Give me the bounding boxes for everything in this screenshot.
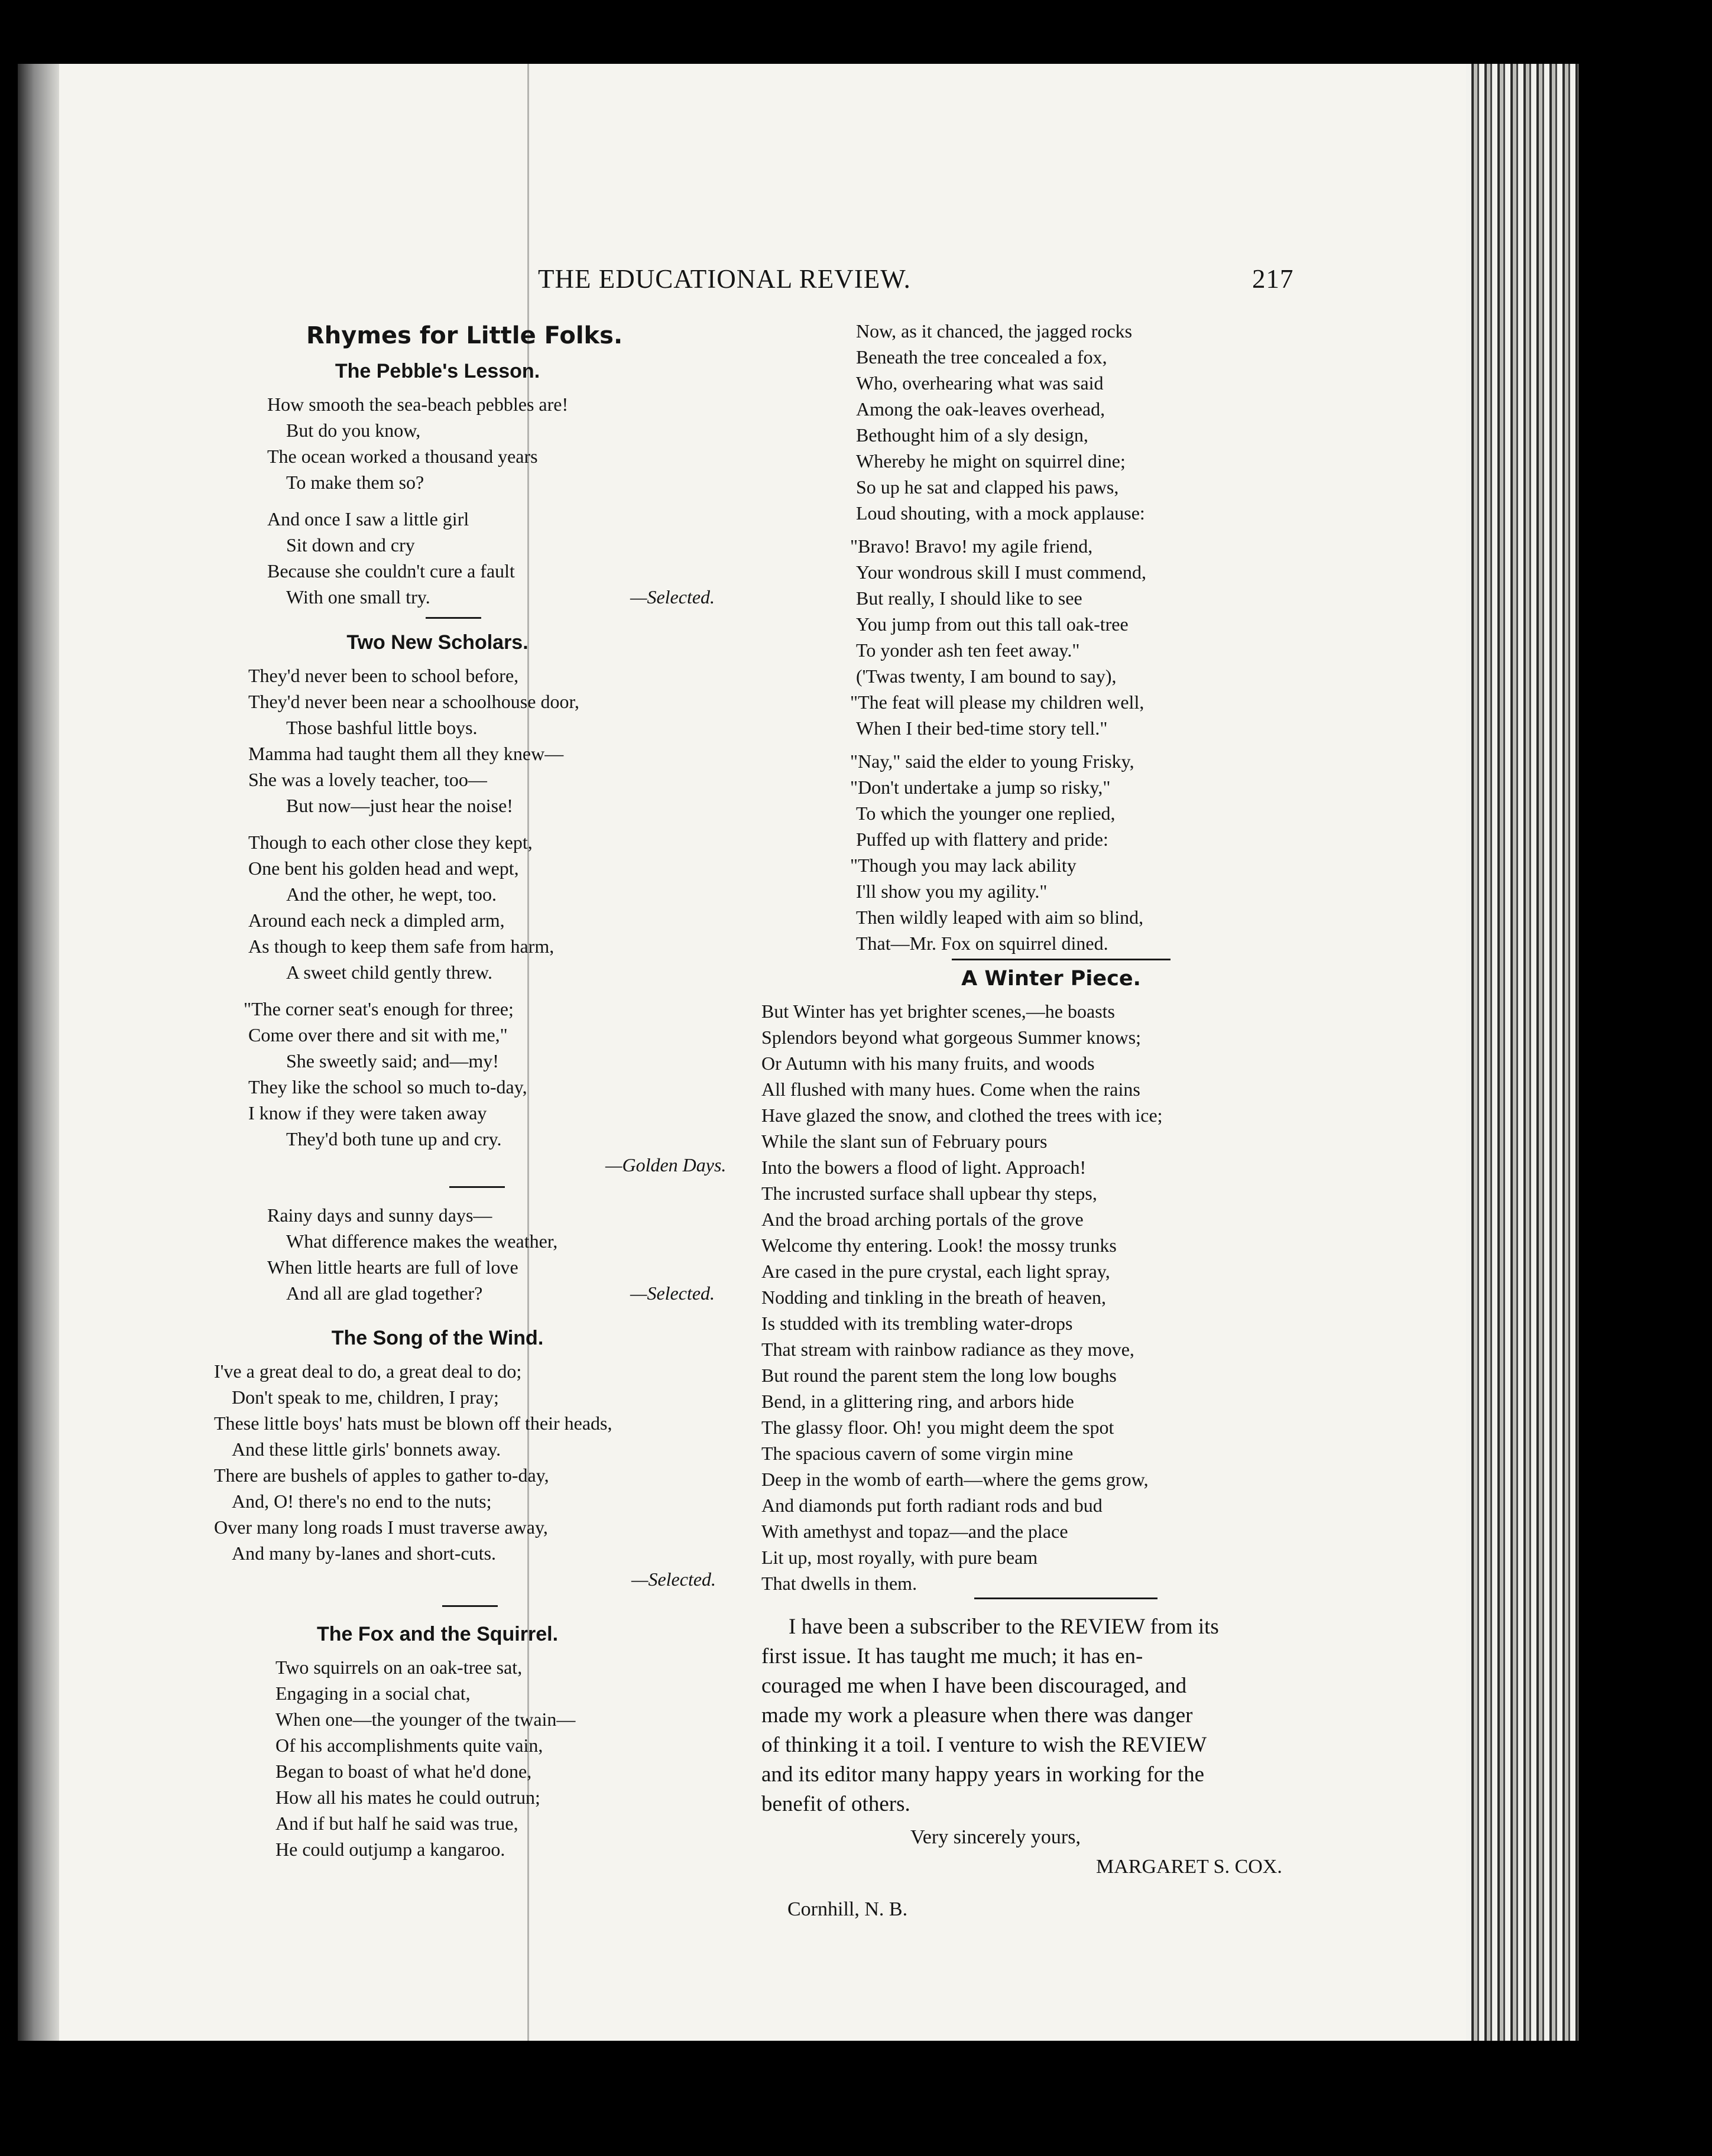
- section-divider: [952, 959, 1170, 960]
- poem-line: But now—just hear the noise!: [286, 795, 513, 816]
- poem-line: Then wildly leaped with aim so blind,: [856, 907, 1144, 928]
- poem-line: Over many long roads I must traverse away,: [214, 1517, 548, 1538]
- poem-line: And if but half he said was true,: [275, 1813, 518, 1834]
- poem-line: Around each neck a dimpled arm,: [248, 910, 505, 931]
- poem-line: I'll show you my agility.": [856, 881, 1048, 902]
- poem-line: A sweet child gently threw.: [286, 962, 492, 983]
- poem-line: How smooth the sea-beach pebbles are!: [267, 394, 569, 415]
- poem-line: But really, I should like to see: [856, 587, 1082, 609]
- poem-line: Nodding and tinkling in the breath of heaven,: [761, 1287, 1106, 1308]
- section-title: Rhymes for Little Folks.: [306, 322, 623, 349]
- poem-title-winter: A Winter Piece.: [961, 967, 1141, 991]
- poem-line: With amethyst and topaz—and the place: [761, 1521, 1068, 1542]
- poem-line: One bent his golden head and wept,: [248, 858, 519, 879]
- letter-closing: Very sincerely yours,: [910, 1826, 1081, 1848]
- right-column: [761, 318, 1344, 1924]
- poem-line: And the other, he wept, too.: [286, 884, 497, 905]
- poem-line: "The feat will please my children well,: [850, 691, 1144, 713]
- poem-line: He could outjump a kangaroo.: [275, 1839, 505, 1860]
- poem-line: Rainy days and sunny days—: [267, 1204, 492, 1226]
- poem-line: Of his accomplishments quite vain,: [275, 1735, 543, 1756]
- poem-line: That dwells in them.: [761, 1573, 917, 1594]
- poem-credit: —Golden Days.: [605, 1154, 727, 1176]
- poem-title-fox: The Fox and the Squirrel.: [316, 1623, 559, 1645]
- poem-line: As though to keep them safe from harm,: [248, 936, 555, 957]
- poem-line: Splendors beyond what gorgeous Summer knows;: [761, 1027, 1142, 1048]
- poem-line: These little boys' hats must be blown off their heads,: [214, 1413, 612, 1434]
- section-divider: [442, 1605, 498, 1607]
- poem-line: Or Autumn with his many fruits, and woods: [761, 1053, 1095, 1074]
- poem-line: Began to boast of what he'd done,: [275, 1761, 532, 1782]
- poem-line: And all are glad together?: [286, 1282, 483, 1304]
- poem-line: To yonder ash ten feet away.": [856, 639, 1080, 661]
- poem-line: And many by-lanes and short-cuts.: [232, 1543, 497, 1564]
- poem-line: To which the younger one replied,: [856, 803, 1116, 824]
- poem-line: Lit up, most royally, with pure beam: [761, 1547, 1038, 1568]
- section-divider: [449, 1186, 505, 1188]
- poem-title-scholars: Two New Scholars.: [346, 631, 528, 654]
- poem-line: Those bashful little boys.: [286, 717, 478, 738]
- poem-line: And once I saw a little girl: [267, 508, 469, 530]
- poem-title-pebble: The Pebble's Lesson.: [335, 360, 540, 382]
- poem-line: That stream with rainbow radiance as they move,: [761, 1339, 1134, 1360]
- poem-line: "Though you may lack ability: [850, 855, 1077, 876]
- letter-place: Cornhill, N. B.: [787, 1898, 908, 1920]
- poem-credit: —Selected.: [630, 1282, 715, 1304]
- poem-line: Loud shouting, with a mock applause:: [856, 502, 1145, 524]
- poem-line: That—Mr. Fox on squirrel dined.: [856, 933, 1108, 954]
- poem-line: What difference makes the weather,: [286, 1230, 558, 1252]
- poem-line: And the broad arching portals of the grove: [761, 1209, 1084, 1230]
- letter-line: couraged me when I have been discouraged, and: [761, 1674, 1187, 1698]
- left-column: [195, 317, 727, 1862]
- letter-line: made my work a pleasure when there was danger: [761, 1703, 1193, 1728]
- poem-line: When I their bed-time story tell.": [856, 717, 1108, 739]
- poem-line: With one small try.: [286, 586, 430, 608]
- poem-line: But do you know,: [286, 420, 421, 441]
- poem-line: Into the bowers a flood of light. Approach!: [761, 1157, 1087, 1178]
- poem-credit: —Selected.: [630, 586, 715, 608]
- poem-line: Are cased in the pure crystal, each light spray,: [761, 1261, 1110, 1282]
- poem-line: The ocean worked a thousand years: [267, 446, 538, 467]
- poem-line: Two squirrels on an oak-tree sat,: [275, 1657, 523, 1678]
- letter-line: and its editor many happy years in working for the: [761, 1762, 1205, 1787]
- letter-line: I have been a subscriber to the REVIEW from its: [789, 1615, 1219, 1639]
- poem-line: You jump from out this tall oak-tree: [856, 613, 1129, 635]
- poem-line: While the slant sun of February pours: [761, 1131, 1048, 1152]
- letter-line: benefit of others.: [761, 1792, 910, 1816]
- poem-line: Bethought him of a sly design,: [856, 424, 1088, 446]
- page-number: 217: [1252, 264, 1294, 294]
- poem-line: The glassy floor. Oh! you might deem the spot: [761, 1417, 1114, 1438]
- section-divider: [974, 1597, 1157, 1599]
- poem-fox-part-one: [195, 1654, 727, 1862]
- poem-line: Now, as it chanced, the jagged rocks: [856, 320, 1133, 342]
- poem-line: Whereby he might on squirrel dine;: [856, 450, 1126, 472]
- book-page-edges: [1466, 64, 1578, 2041]
- poem-line: Who, overhearing what was said: [856, 372, 1104, 394]
- binding-shadow: [18, 64, 59, 2041]
- poem-line: Is studded with its trembling water-drops: [761, 1313, 1073, 1334]
- letter-line: first issue. It has taught me much; it has en-: [761, 1644, 1143, 1668]
- poem-line: "The corner seat's enough for three;: [244, 998, 514, 1019]
- poem-scholars: [195, 663, 727, 1179]
- poem-line: "Don't undertake a jump so risky,": [850, 777, 1111, 798]
- poem-line: "Bravo! Bravo! my agile friend,: [850, 535, 1093, 557]
- letter-line: of thinking it a toil. I venture to wish the REVIEW: [761, 1733, 1207, 1757]
- poem-line: Bend, in a glittering ring, and arbors hide: [761, 1391, 1074, 1412]
- poem-line: The spacious cavern of some virgin mine: [761, 1443, 1074, 1464]
- poem-fox-part-two: [761, 318, 1344, 956]
- letter-signature: MARGARET S. COX.: [1096, 1856, 1282, 1878]
- poem-line: Sit down and cry: [286, 534, 415, 556]
- poem-line: Have glazed the snow, and clothed the trees with ice;: [761, 1105, 1163, 1126]
- poem-line: The incrusted surface shall upbear thy steps,: [761, 1183, 1097, 1204]
- poem-line: ('Twas twenty, I am bound to say),: [856, 665, 1117, 687]
- poem-line: Welcome thy entering. Look! the mossy trunks: [761, 1235, 1117, 1256]
- poem-line: Beneath the tree concealed a fox,: [856, 346, 1107, 368]
- poem-line: I know if they were taken away: [248, 1102, 487, 1124]
- section-divider: [426, 617, 481, 619]
- poem-line: "Nay," said the elder to young Frisky,: [850, 751, 1134, 772]
- poem-line: They like the school so much to-day,: [248, 1076, 527, 1098]
- poem-line: She was a lovely teacher, too—: [248, 769, 487, 790]
- poem-line: When little hearts are full of love: [267, 1256, 518, 1278]
- poem-line: And diamonds put forth radiant rods and bud: [761, 1495, 1103, 1516]
- poem-line: Deep in the womb of earth—where the gems grow,: [761, 1469, 1149, 1490]
- poem-line: And, O! there's no end to the nuts;: [232, 1491, 492, 1512]
- reader-letter: [761, 1612, 1344, 1924]
- poem-line: But round the parent stem the long low boughs: [761, 1365, 1117, 1386]
- poem-line: To make them so?: [286, 472, 424, 493]
- poem-wind: [195, 1358, 727, 1593]
- poem-line: When one—the younger of the twain—: [275, 1709, 576, 1730]
- poem-rainy-days: [195, 1202, 727, 1306]
- poem-title-wind: The Song of the Wind.: [331, 1327, 544, 1349]
- poem-line: And these little girls' bonnets away.: [232, 1439, 501, 1460]
- poem-winter-piece: [761, 998, 1344, 1596]
- poem-line: Among the oak-leaves overhead,: [856, 398, 1105, 420]
- poem-pebble: [195, 391, 727, 610]
- poem-line: Because she couldn't cure a fault: [267, 560, 515, 582]
- poem-line: So up he sat and clapped his paws,: [856, 476, 1119, 498]
- poem-line: They'd never been to school before,: [248, 665, 519, 686]
- poem-line: Engaging in a social chat,: [275, 1683, 471, 1704]
- poem-line: But Winter has yet brighter scenes,—he boasts: [761, 1001, 1115, 1022]
- poem-line: Puffed up with flattery and pride:: [856, 829, 1108, 850]
- poem-line: All flushed with many hues. Come when the rains: [761, 1079, 1140, 1100]
- poem-line: They'd both tune up and cry.: [286, 1128, 502, 1150]
- poem-line: Come over there and sit with me,": [248, 1024, 508, 1045]
- poem-line: Mamma had taught them all they knew—: [248, 743, 564, 764]
- poem-line: Don't speak to me, children, I pray;: [232, 1387, 499, 1408]
- poem-line: Your wondrous skill I must commend,: [856, 561, 1146, 583]
- poem-line: There are bushels of apples to gather to-day,: [214, 1465, 549, 1486]
- poem-line: They'd never been near a schoolhouse door,: [248, 691, 579, 712]
- poem-line: I've a great deal to do, a great deal to do;: [214, 1361, 522, 1382]
- poem-line: She sweetly said; and—my!: [286, 1050, 499, 1071]
- running-title: THE EDUCATIONAL REVIEW.: [538, 264, 911, 294]
- poem-line: How all his mates he could outrun;: [275, 1787, 540, 1808]
- poem-line: Though to each other close they kept,: [248, 832, 533, 853]
- document-page: [18, 64, 1578, 2041]
- poem-credit: —Selected.: [631, 1569, 716, 1590]
